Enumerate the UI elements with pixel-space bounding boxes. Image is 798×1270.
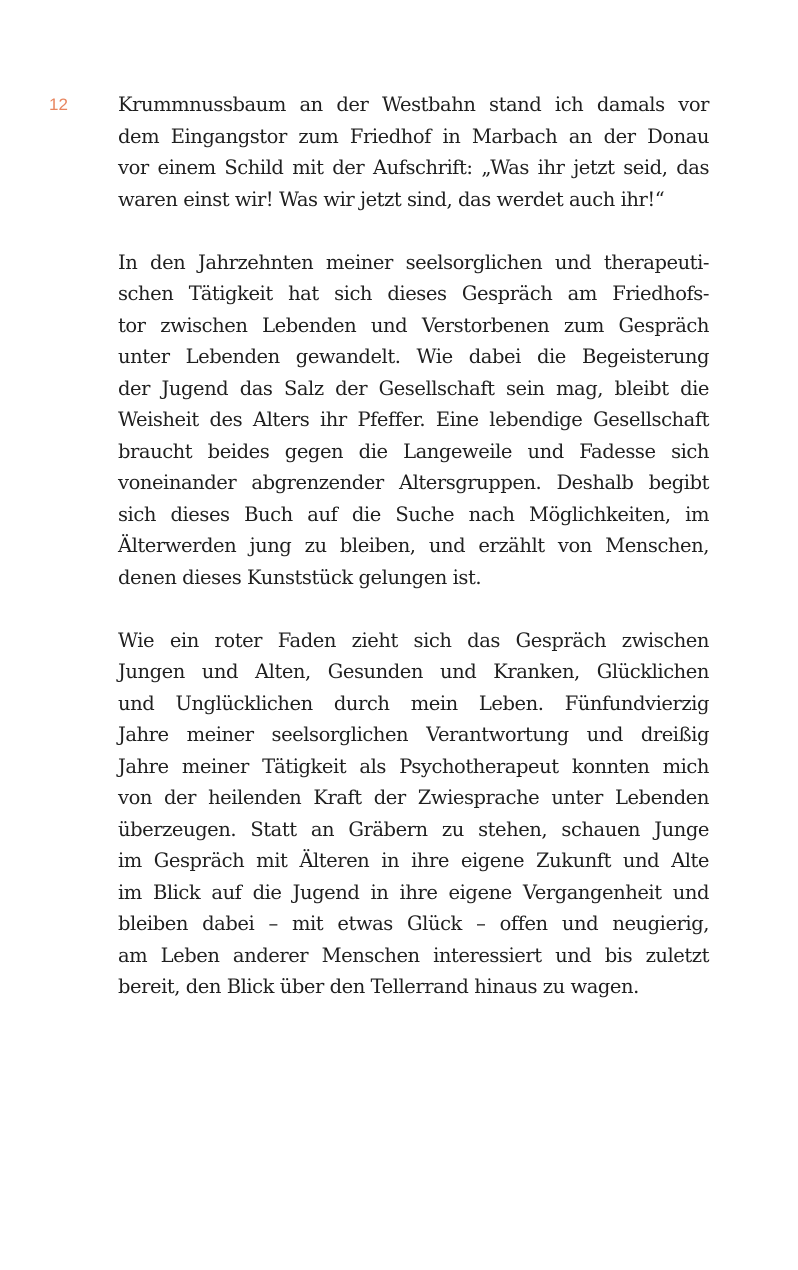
paragraph-3	[118, 625, 709, 1003]
text-line: Jahre meiner Tätigkeit als Psychotherapeut konnten mich	[118, 754, 709, 778]
page-number: 12	[49, 95, 68, 114]
text-line: denen dieses Kunststück gelungen ist.	[118, 565, 482, 589]
text-line: am Leben anderer Menschen interessiert und bis zuletzt	[118, 943, 709, 967]
text-line: voneinander abgrenzender Altersgruppen. Deshalb begibt	[118, 471, 709, 494]
text-line: Wie ein roter Faden zieht sich das Gespräch zwischen	[118, 628, 709, 652]
text-line: Jahre meiner seelsorglichen Verantwortung und dreißig	[118, 723, 709, 746]
text-line: Weisheit des Alters ihr Pfeffer. Eine lebendige Gesellschaft	[118, 408, 709, 431]
text-line: und Unglücklichen durch mein Leben. Fünfundvierzig	[118, 691, 709, 715]
text-line: bleiben dabei – mit etwas Glück – offen und neugierig,	[118, 912, 709, 935]
text-line: unter Lebenden gewandelt. Wie dabei die Begeisterung	[118, 345, 709, 368]
text-line: der Jugend das Salz der Gesellschaft sein mag, bleibt die	[118, 376, 709, 400]
text-line: In den Jahrzehnten meiner seelsorglichen und therapeuti-	[118, 250, 709, 274]
text-line: überzeugen. Statt an Gräbern zu stehen, schauen Junge	[118, 817, 709, 841]
text-line: sich dieses Buch auf die Suche nach Möglichkeiten, im	[118, 502, 709, 526]
text-line: dem Eingangstor zum Friedhof in Marbach an der Donau	[118, 124, 709, 148]
paragraph-2	[118, 247, 709, 594]
text-line: tor zwischen Lebenden und Verstorbenen zum Gespräch	[118, 313, 709, 337]
text-line: bereit, den Blick über den Tellerrand hinaus zu wagen.	[118, 975, 639, 998]
text-line: Jungen und Alten, Gesunden und Kranken, Glücklichen	[118, 660, 709, 683]
body-text	[118, 89, 709, 1034]
text-line: Krummnussbaum an der Westbahn stand ich damals vor	[118, 93, 709, 116]
text-line: schen Tätigkeit hat sich dieses Gespräch am Friedhofs-	[118, 282, 709, 305]
text-line: im Blick auf die Jugend in ihre eigene Vergangenheit und	[118, 880, 709, 904]
paragraph-1	[118, 89, 709, 215]
text-line: vor einem Schild mit der Aufschrift: „Was ihr jetzt seid, das	[118, 156, 709, 179]
text-line: braucht beides gegen die Langeweile und Fadesse sich	[118, 439, 709, 463]
text-line: im Gespräch mit Älteren in ihre eigene Zukunft und Alte	[118, 849, 709, 872]
text-line: Älterwerden jung zu bleiben, und erzählt von Menschen,	[118, 534, 709, 557]
text-line: von der heilenden Kraft der Zwiesprache unter Lebenden	[118, 786, 709, 809]
text-line: waren einst wir! Was wir jetzt sind, das werdet auch ihr!“	[118, 187, 665, 211]
